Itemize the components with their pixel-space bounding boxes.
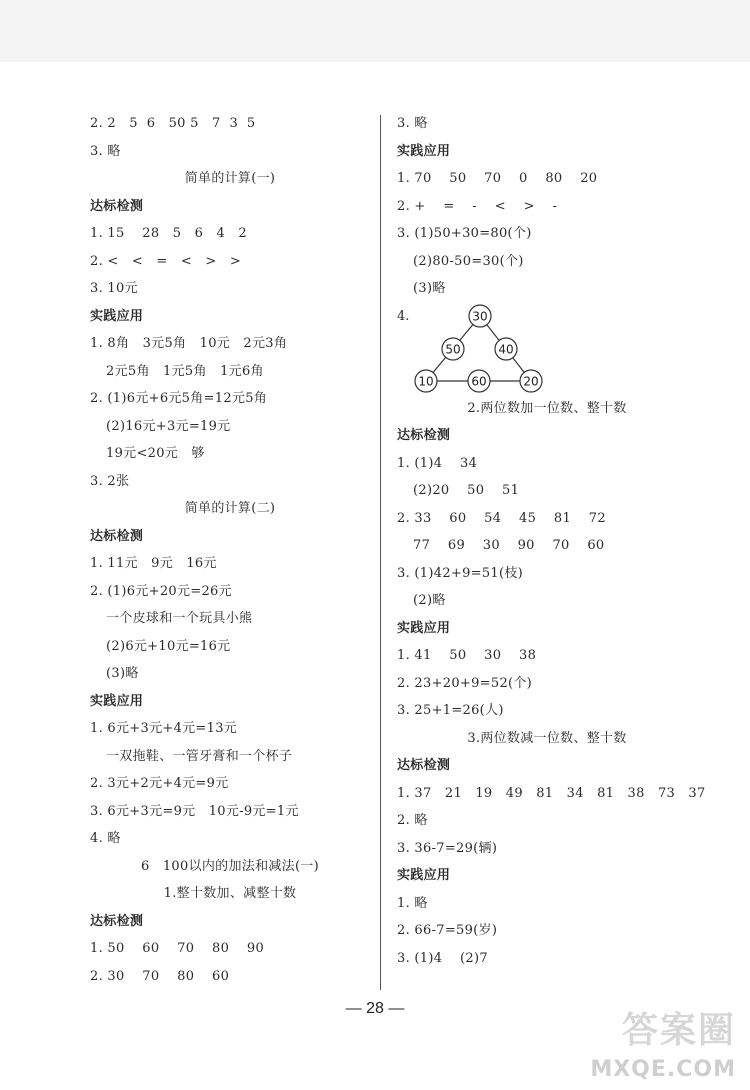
- section-heading: 达标检测: [397, 758, 451, 773]
- answer-line: 3. (1)4 (2)7: [397, 950, 488, 966]
- section-heading: 达标检测: [90, 198, 144, 214]
- answer-line: 1. 70 50 70 0 80 20: [397, 171, 598, 186]
- answer-line: (2)6元+10元=16元: [106, 638, 231, 654]
- circle-bottom-mid: [468, 370, 490, 392]
- right-column: [397, 110, 706, 972]
- answer-line: 1. 6元+3元+4元=13元: [90, 721, 238, 736]
- answer-line: 3. 36-7=29(辆): [397, 840, 498, 856]
- section-heading: 达标检测: [90, 913, 144, 929]
- answer-line: (2)略: [413, 593, 446, 608]
- watermark-site-text: MXQE.COM: [590, 1057, 736, 1082]
- circle-mid-left: [442, 338, 464, 360]
- section-heading: 实践应用: [397, 868, 451, 883]
- watermark-logo-text: 答案圈: [621, 1010, 736, 1051]
- answer-line: 2. 略: [397, 813, 428, 828]
- circle-top: [469, 305, 491, 327]
- answer-line: 3. 6元+3元=9元 10元-9元=1元: [90, 803, 299, 819]
- circle-mid-right: [495, 338, 517, 360]
- left-column: [90, 110, 370, 990]
- column-divider: [380, 115, 381, 990]
- answer-line: 3. 10元: [90, 281, 138, 296]
- answer-line: (2)16元+3元=19元: [106, 418, 231, 434]
- triangle-question-number: 4.: [397, 308, 410, 324]
- circle-bottom-right: [520, 370, 542, 392]
- answer-line: 2. + = - < > -: [397, 198, 558, 214]
- answer-line: 2. (1)6元+20元=26元: [90, 583, 232, 599]
- answer-line: 3. 略: [90, 143, 121, 159]
- triangle-diagram: [411, 303, 561, 395]
- circle-bottom-mid-value: 60: [471, 374, 487, 388]
- circle-mid-right-value: 40: [498, 342, 514, 356]
- subsection-title: 2.两位数加一位数、整十数: [467, 400, 627, 416]
- answer-line: 2. 30 70 80 60: [90, 968, 230, 984]
- answer-line: 2. < < = < > >: [90, 253, 242, 269]
- section-heading: 达标检测: [397, 428, 451, 443]
- answer-line: 2. 2 5 6 50 5 7 3 5: [90, 116, 256, 131]
- answer-line: 2. 66-7=59(岁): [397, 923, 498, 938]
- circle-bottom-right-value: 20: [523, 374, 539, 388]
- watermark-logo: [567, 1002, 742, 1082]
- answer-line: 3. (1)42+9=51(枝): [397, 565, 524, 581]
- answer-line: 77 69 30 90 70 60: [413, 538, 605, 553]
- answer-line: 1. 15 28 5 6 4 2: [90, 226, 247, 241]
- answer-line: 1. (1)4 34: [397, 455, 478, 471]
- subsection-title: 3.两位数减一位数、整十数: [467, 730, 627, 746]
- answer-line: 2. 23+20+9=52(个): [397, 675, 533, 691]
- answer-line: 3. 2张: [90, 473, 130, 489]
- answer-line: 19元<20元 够: [106, 446, 205, 461]
- section-heading: 实践应用: [90, 693, 144, 709]
- answer-line: 1. 41 50 30 38: [397, 648, 537, 663]
- answer-line: 2元5角 1元5角 1元6角: [106, 363, 264, 379]
- answer-line: 1. 略: [397, 895, 428, 911]
- circle-top-value: 30: [472, 309, 488, 323]
- circle-bottom-left-value: 10: [418, 374, 434, 388]
- subsection-title: 1.整十数加、减整十数: [163, 886, 297, 901]
- answer-line: 2. 3元+2元+4元=9元: [90, 776, 229, 791]
- page-top-band: [0, 0, 750, 62]
- answer-line: 4. 略: [90, 831, 121, 846]
- answer-line: 1. 11元 9元 16元: [90, 556, 217, 571]
- subsection-title: 6 100以内的加法和减法(一): [140, 858, 320, 874]
- answer-line: 1. 50 60 70 80 90: [90, 941, 265, 956]
- answer-line: 2. 33 60 54 45 81 72: [397, 510, 606, 526]
- answer-line: 3. (1)50+30=80(个): [397, 226, 532, 241]
- circle-bottom-left: [415, 370, 437, 392]
- page-number: — 28 —: [345, 1000, 405, 1017]
- section-heading: 实践应用: [397, 143, 451, 159]
- answer-line: 3. 略: [397, 116, 428, 131]
- subsection-title: 简单的计算(一): [184, 171, 276, 186]
- answer-line: 1. 8角 3元5角 10元 2元3角: [90, 336, 288, 351]
- answer-line: 一个皮球和一个玩具小熊: [106, 611, 253, 626]
- circle-mid-left-value: 50: [445, 342, 461, 356]
- answer-line: 1. 37 21 19 49 81 34 81 38 73 37: [397, 785, 706, 801]
- right-column-bottom: [397, 395, 706, 973]
- answer-line: 3. 25+1=26(人): [397, 703, 504, 718]
- answer-line: (2)80-50=30(个): [413, 253, 524, 269]
- answer-line: 2. (1)6元+6元5角=12元5角: [90, 391, 268, 406]
- answer-line: 一双拖鞋、一管牙膏和一个杯子: [106, 748, 293, 764]
- section-heading: 实践应用: [397, 620, 451, 636]
- subsection-title: 简单的计算(二): [184, 501, 276, 516]
- answer-line: (2)20 50 51: [413, 483, 520, 498]
- right-column-top: [397, 110, 697, 303]
- section-heading: 实践应用: [90, 308, 144, 324]
- answer-line: (3)略: [413, 281, 446, 296]
- section-heading: 达标检测: [90, 528, 144, 544]
- number-triangle: [397, 303, 697, 395]
- answer-line: (3)略: [106, 666, 139, 681]
